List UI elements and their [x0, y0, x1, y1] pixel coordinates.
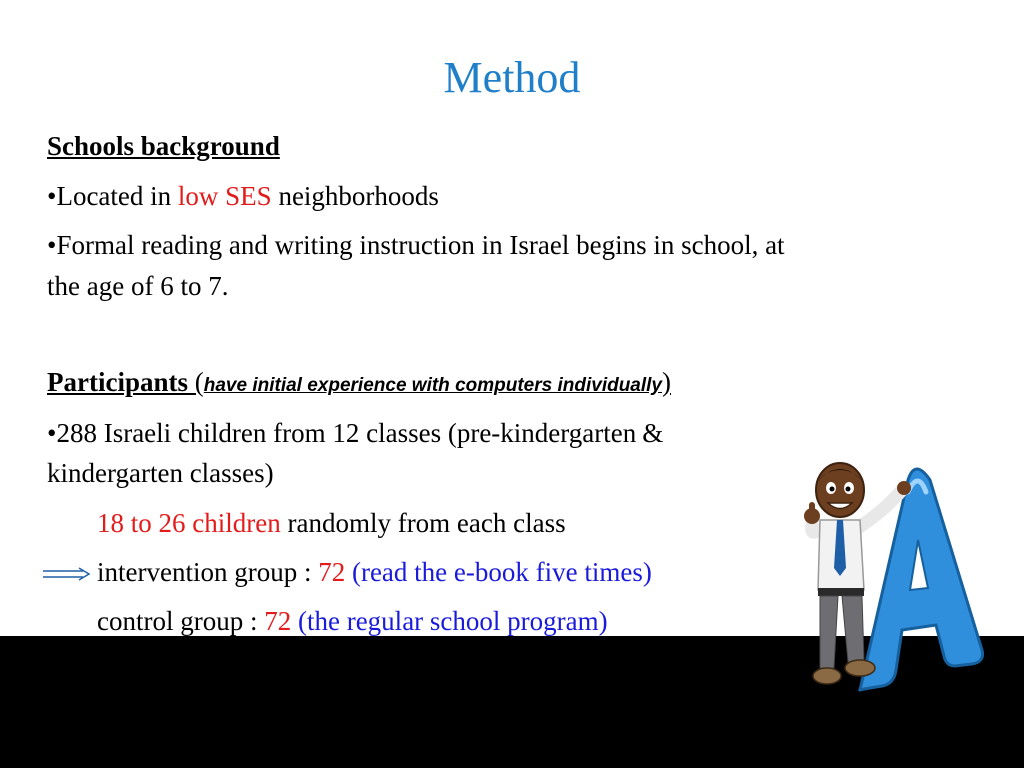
control-line [97, 605, 608, 638]
participants-bullet-text: •288 Israeli children from 12 classes (pre-kindergarten [47, 418, 637, 448]
intervention-line [97, 556, 652, 589]
schools-bullet-instruction-line1: •Formal reading and writing instruction in Israel begins in school, at [47, 230, 785, 260]
note-open: ( [188, 367, 204, 397]
schools-bullet-instruction-line2: the age of 6 to 7. [47, 271, 229, 301]
ampersand: & [642, 418, 664, 448]
ses-highlight: low SES [177, 181, 272, 211]
bullet-suffix: neighborhoods [271, 181, 439, 211]
control-count: 72 [264, 606, 292, 636]
slide-title: Method [443, 53, 581, 102]
cartoon-character-icon [790, 440, 990, 700]
schools-heading [47, 130, 280, 163]
selection-suffix: randomly from each class [280, 508, 566, 538]
participants-bullet-line2: kindergarten classes) [47, 458, 274, 488]
participants-heading [47, 366, 671, 402]
bullet-prefix: •Located in [47, 181, 178, 211]
participants-bullet-line1 [47, 417, 663, 450]
intervention-label: intervention group : [97, 557, 319, 587]
selection-line [97, 507, 566, 540]
participants-note: have initial experience with computers individually [203, 375, 662, 396]
participants-heading-text: Participants [47, 367, 188, 397]
selection-highlight: 18 to 26 children [97, 508, 281, 538]
intervention-count: 72 [318, 557, 346, 587]
double-arrow-icon [43, 567, 91, 581]
control-label: control group : [97, 606, 265, 636]
control-detail: (the regular school program) [291, 606, 608, 636]
intervention-detail: (read the e-book five times) [345, 557, 652, 587]
schools-bullet-ses [47, 180, 439, 213]
note-close: ) [662, 367, 671, 397]
schools-heading-text: Schools background [47, 131, 280, 161]
